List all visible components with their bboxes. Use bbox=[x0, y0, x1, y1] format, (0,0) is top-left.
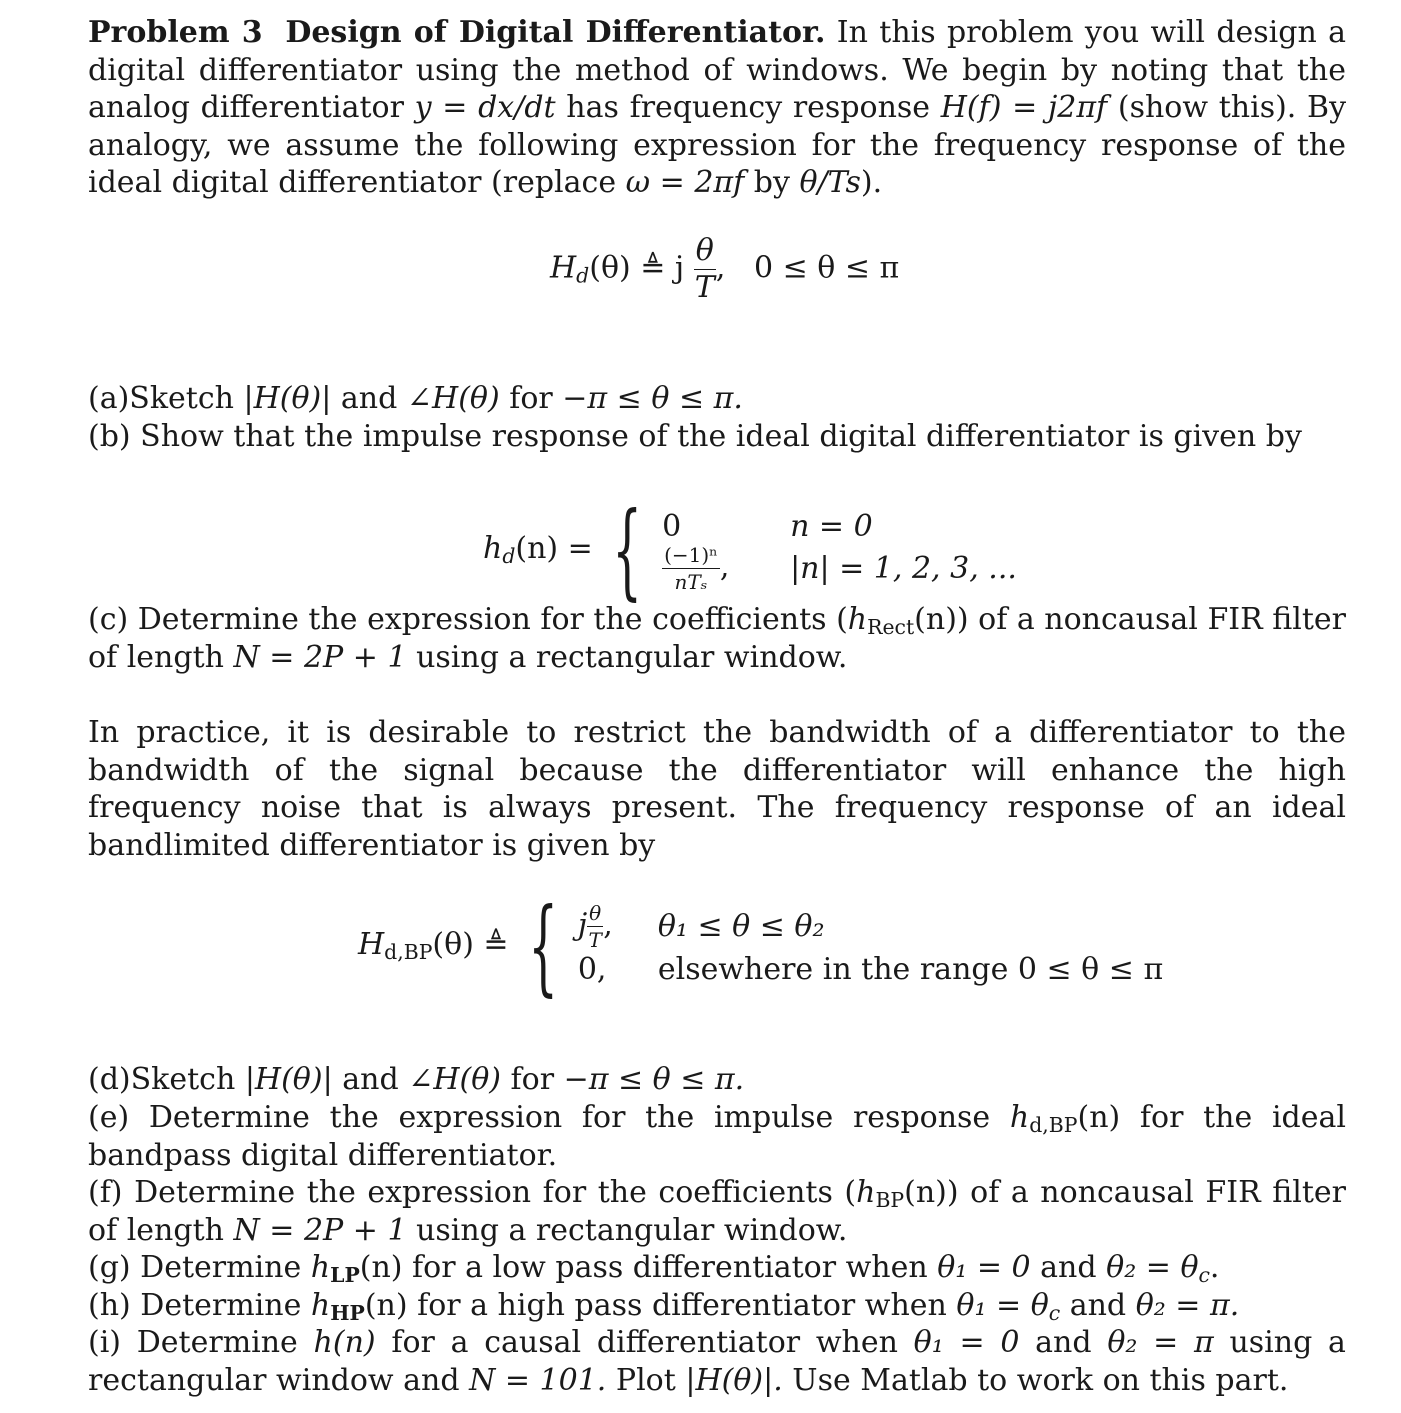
intro-end: ). bbox=[860, 165, 883, 200]
part-f-text-a: (f) Determine the expression for the coefficients ( bbox=[88, 1175, 857, 1210]
part-e-h: h bbox=[1009, 1100, 1030, 1135]
part-c-text-b: (n)) of a noncausal FIR filter of length bbox=[88, 602, 1346, 675]
part-i-text-a: (i) Determine bbox=[88, 1325, 298, 1360]
part-g-text-b: (n) for a low pass differentiator when bbox=[359, 1250, 928, 1285]
part-g-h: h bbox=[310, 1250, 331, 1285]
part-i-text-d: Plot bbox=[615, 1362, 676, 1398]
part-a-magnitude: |H(θ)| bbox=[243, 381, 332, 416]
part-a bbox=[88, 380, 1346, 418]
eq3-case1-comma: , bbox=[603, 907, 613, 942]
part-i-text-b: for a causal differentiator when bbox=[391, 1325, 898, 1360]
part-i-n-expr: N = 101. bbox=[469, 1362, 607, 1398]
eq3-case1-j: j bbox=[577, 907, 588, 942]
intro-text-c: (show this). By analogy, we assume the following expression for the frequency response of the ideal digital differentiator (replace bbox=[88, 90, 1347, 200]
eq2-case2-cond: |n| = 1, 2, 3, ... bbox=[790, 551, 1017, 586]
part-d-range: −π ≤ θ ≤ π. bbox=[563, 1062, 745, 1097]
intro-paragraph bbox=[88, 14, 1346, 202]
eq3-lhs: H bbox=[358, 927, 385, 962]
part-e-text-b: (n) for the ideal bandpass digital differentiator. bbox=[88, 1100, 1346, 1173]
intro-hf-expr: H(f) = j2πf bbox=[940, 90, 1108, 125]
part-d-phase: ∠H(θ) bbox=[408, 1062, 501, 1097]
part-c-n-expr: N = 2P + 1 bbox=[233, 639, 407, 675]
part-i-h: h(n) bbox=[313, 1325, 376, 1360]
eq2-lhs: h bbox=[483, 531, 503, 566]
part-a-and: and bbox=[340, 381, 398, 416]
part-i-text-c: using a rectangular window and bbox=[88, 1325, 1346, 1398]
part-h-cond1: θ₁ = θ bbox=[956, 1288, 1049, 1323]
intro-omega-expr: ω = 2πf bbox=[625, 165, 745, 200]
part-a-range: −π ≤ θ ≤ π. bbox=[562, 381, 743, 416]
practice-text: In practice, it is desirable to restrict the bandwidth of a differentiator to the bandwidth of the signal because the differentiator will enhance the high frequency noise that is always present. The frequency response of an ideal bandlimited differentiator is given by bbox=[88, 715, 1346, 863]
bandlimited-response-equation bbox=[358, 885, 1164, 1007]
part-c-text-c: using a rectangular window. bbox=[416, 639, 848, 675]
part-h-h-sub: HP bbox=[330, 1301, 365, 1326]
part-i bbox=[88, 1324, 1346, 1399]
intro-text-a: In this problem you will design a digital differentiator using the method of windows. We begin by noting that the analog differentiator bbox=[88, 15, 1346, 125]
part-f bbox=[88, 1174, 1346, 1249]
eq1-frac-num: θ bbox=[695, 233, 714, 268]
part-c bbox=[88, 601, 1346, 676]
eq2-case2-fraction bbox=[662, 545, 720, 592]
eq3-brace: { bbox=[528, 885, 559, 1007]
part-e-h-sub: d,BP bbox=[1029, 1113, 1078, 1138]
part-h bbox=[88, 1287, 1346, 1325]
part-h-and: and bbox=[1069, 1288, 1127, 1323]
part-b bbox=[88, 418, 1346, 456]
eq3-lhs-arg: (θ) ≜ bbox=[432, 927, 509, 962]
impulse-response-equation bbox=[483, 489, 1017, 611]
part-g-cond2: θ₂ = θ bbox=[1106, 1250, 1199, 1285]
part-c-h: h bbox=[847, 602, 868, 637]
part-d bbox=[88, 1061, 1346, 1099]
part-a-phase: ∠H(θ) bbox=[406, 381, 500, 416]
part-g-cond1: θ₁ = 0 bbox=[937, 1250, 1031, 1285]
part-h-cond1-sub: c bbox=[1048, 1301, 1061, 1326]
part-d-magnitude: |H(θ)| bbox=[244, 1062, 333, 1097]
part-i-text-e: Use Matlab to work on this part. bbox=[792, 1362, 1289, 1398]
part-g-cond2-sub: c bbox=[1198, 1263, 1210, 1288]
problem-label: Problem 3 bbox=[88, 15, 263, 50]
part-i-cond2: θ₂ = π bbox=[1107, 1325, 1214, 1360]
part-g-and: and bbox=[1040, 1250, 1097, 1285]
part-a-for: for bbox=[509, 381, 553, 416]
part-i-magnitude: |H(θ)|. bbox=[685, 1362, 783, 1398]
part-f-h: h bbox=[856, 1175, 876, 1210]
part-h-text-a: (h) Determine bbox=[88, 1288, 302, 1323]
eq3-case2-value: 0, bbox=[577, 952, 607, 987]
intro-by: by bbox=[753, 165, 790, 200]
eq2-lhs-arg: (n) = bbox=[515, 531, 593, 566]
part-g bbox=[88, 1249, 1346, 1287]
eq2-cases bbox=[662, 508, 1017, 592]
part-e-text-a: (e) Determine the expression for the impulse response bbox=[88, 1100, 991, 1135]
part-h-h: h bbox=[310, 1288, 331, 1323]
eq3-case1-den: T bbox=[588, 927, 602, 952]
eq1-lhs-arg: (θ) ≜ j bbox=[589, 250, 685, 286]
eq3-case1-cond: θ₁ ≤ θ ≤ θ₂ bbox=[657, 908, 825, 944]
part-a-label: (a)Sketch bbox=[88, 381, 234, 416]
eq3-case1-num: θ bbox=[589, 900, 602, 925]
part-b-text: (b) Show that the impulse response of the ideal digital differentiator is given by bbox=[88, 419, 1302, 454]
eq1-lhs: H bbox=[550, 250, 577, 286]
eq3-case1-fraction bbox=[587, 900, 603, 952]
part-i-and: and bbox=[1035, 1325, 1092, 1360]
part-e bbox=[88, 1099, 1346, 1174]
eq2-case1-cond: n = 0 bbox=[790, 509, 873, 544]
eq2-case2-num: (−1)ⁿ bbox=[664, 543, 718, 567]
part-f-h-sub: BP bbox=[875, 1188, 905, 1213]
part-g-h-sub: LP bbox=[330, 1263, 360, 1288]
intro-text-b: has frequency response bbox=[566, 90, 931, 125]
part-f-n-expr: N = 2P + 1 bbox=[233, 1212, 407, 1248]
intro-derivative-expr: y = dx/dt bbox=[414, 90, 556, 125]
eq1-frac-den: T bbox=[694, 270, 715, 305]
part-g-text-a: (g) Determine bbox=[88, 1250, 302, 1285]
eq2-case2-comma: , bbox=[719, 549, 730, 585]
eq3-case2-cond: elsewhere in the range 0 ≤ θ ≤ π bbox=[657, 952, 1164, 987]
eq3-cases bbox=[577, 900, 1164, 990]
part-c-text-a: (c) Determine the expression for the coefficients ( bbox=[88, 602, 848, 637]
part-d-and: and bbox=[342, 1062, 399, 1097]
part-h-text-b: (n) for a high pass differentiator when bbox=[364, 1288, 947, 1323]
eq1-lhs-sub: d bbox=[576, 263, 590, 288]
part-f-text-c: using a rectangular window. bbox=[416, 1212, 848, 1248]
part-d-for: for bbox=[510, 1062, 555, 1097]
eq2-case2-den: nTₛ bbox=[674, 570, 708, 594]
part-d-label: (d)Sketch bbox=[88, 1062, 236, 1097]
eq3-lhs-sub: d,BP bbox=[384, 940, 433, 965]
part-g-end: . bbox=[1209, 1250, 1220, 1285]
eq2-case1-value: 0 bbox=[662, 509, 682, 544]
eq1-range: , 0 ≤ θ ≤ π bbox=[715, 250, 900, 286]
part-c-h-sub: Rect bbox=[867, 615, 915, 640]
eq1-fraction bbox=[694, 233, 716, 305]
problem-title: Design of Digital Differentiator. bbox=[285, 15, 826, 50]
eq2-lhs-sub: d bbox=[502, 544, 516, 569]
intro-theta-ts: θ/Ts bbox=[799, 165, 861, 200]
part-i-cond1: θ₁ = 0 bbox=[913, 1325, 1020, 1360]
part-f-text-b: (n)) of a noncausal FIR filter of length bbox=[88, 1175, 1346, 1248]
practice-paragraph bbox=[88, 714, 1346, 864]
part-h-cond2: θ₂ = π. bbox=[1135, 1288, 1240, 1323]
eq2-brace: { bbox=[612, 489, 643, 611]
ideal-frequency-response-equation bbox=[550, 233, 900, 305]
